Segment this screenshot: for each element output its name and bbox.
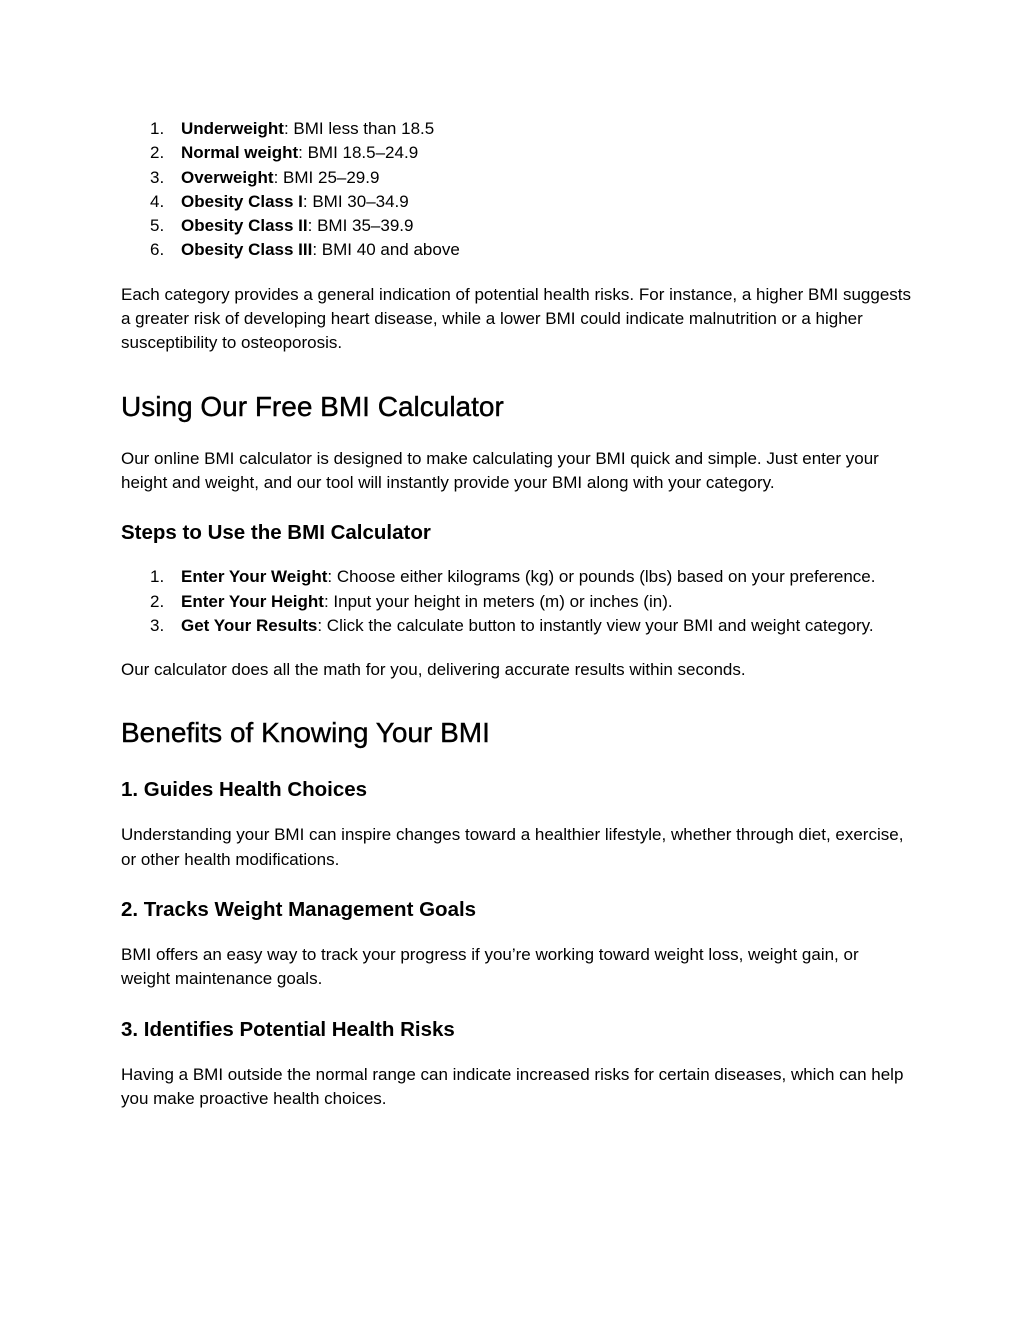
list-item	[121, 141, 911, 165]
list-text: : BMI 35–39.9	[307, 216, 414, 236]
list-term: Get Your Results	[181, 615, 318, 635]
calculator-heading: Using Our Free BMI Calculator	[121, 390, 504, 422]
benefit-2-title: 2. Tracks Weight Management Goals	[121, 898, 477, 922]
list-item	[121, 590, 911, 614]
list-term: Obesity Class III	[181, 240, 313, 260]
benefit-3-text: Having a BMI outside the normal range can indicate increased risks for certain diseases, which can help you make proactive health choices.	[121, 1064, 904, 1108]
list-item	[121, 614, 911, 638]
steps-list	[121, 565, 911, 638]
calculator-intro: Our online BMI calculator is designed to make calculating your BMI quick and simple. Just enter your height and weight, and our tool will instantly provide your BMI along with your category.	[121, 448, 879, 492]
list-term: Obesity Class II	[181, 216, 308, 236]
benefit-1-text: Understanding your BMI can inspire changes toward a healthier lifestyle, whether through diet, exercise, or other health modifications.	[121, 825, 904, 869]
benefit-3-title: 3. Identifies Potential Health Risks	[121, 1017, 455, 1041]
list-item	[121, 166, 911, 190]
list-text: : BMI 30–34.9	[302, 191, 409, 211]
benefit-1-title: 1. Guides Health Choices	[121, 778, 368, 802]
list-term: Obesity Class I	[181, 191, 303, 211]
list-term: Enter Your Weight	[181, 567, 328, 587]
list-text: : Input your height in meters (m) or inches (in).	[323, 591, 673, 611]
list-number: 3.	[150, 167, 165, 187]
list-term: Enter Your Height	[181, 591, 324, 611]
list-item	[121, 214, 911, 238]
list-text: : Choose either kilograms (kg) or pounds (lbs) based on your preference.	[327, 567, 876, 587]
list-text: : BMI 40 and above	[312, 240, 460, 260]
list-number: 5.	[150, 216, 165, 236]
list-text: : BMI less than 18.5	[283, 119, 435, 138]
list-item	[121, 117, 911, 141]
benefit-2-text: BMI offers an easy way to track your progress if you’re working toward weight loss, weight gain, or weight maintenance goals.	[121, 945, 859, 989]
list-number: 1.	[150, 567, 165, 587]
list-item	[121, 190, 911, 214]
list-number: 2.	[150, 143, 165, 163]
list-text: : BMI 25–29.9	[273, 167, 380, 187]
bmi-categories-list	[121, 117, 911, 263]
list-item	[121, 565, 911, 589]
steps-heading: Steps to Use the BMI Calculator	[121, 521, 431, 545]
list-term: Overweight	[181, 167, 274, 187]
benefits-heading: Benefits of Knowing Your BMI	[121, 717, 490, 749]
list-number: 3.	[150, 615, 165, 635]
list-text: : Click the calculate button to instantly view your BMI and weight category.	[317, 615, 874, 635]
list-term: Normal weight	[181, 143, 299, 163]
list-number: 6.	[150, 240, 165, 260]
list-term: Underweight	[181, 119, 284, 138]
calculator-outro: Our calculator does all the math for you, delivering accurate results within seconds.	[121, 660, 746, 680]
categories-paragraph: Each category provides a general indication of potential health risks. For instance, a higher BMI suggests a greater risk of developing heart disease, while a lower BMI could indicate malnutrition or a higher susceptibility to osteoporosis.	[121, 284, 911, 353]
list-number: 1.	[150, 119, 165, 138]
document-page	[121, 117, 911, 1111]
list-number: 2.	[150, 591, 165, 611]
list-item	[121, 238, 911, 262]
list-text: : BMI 18.5–24.9	[298, 143, 419, 163]
list-number: 4.	[150, 191, 165, 211]
